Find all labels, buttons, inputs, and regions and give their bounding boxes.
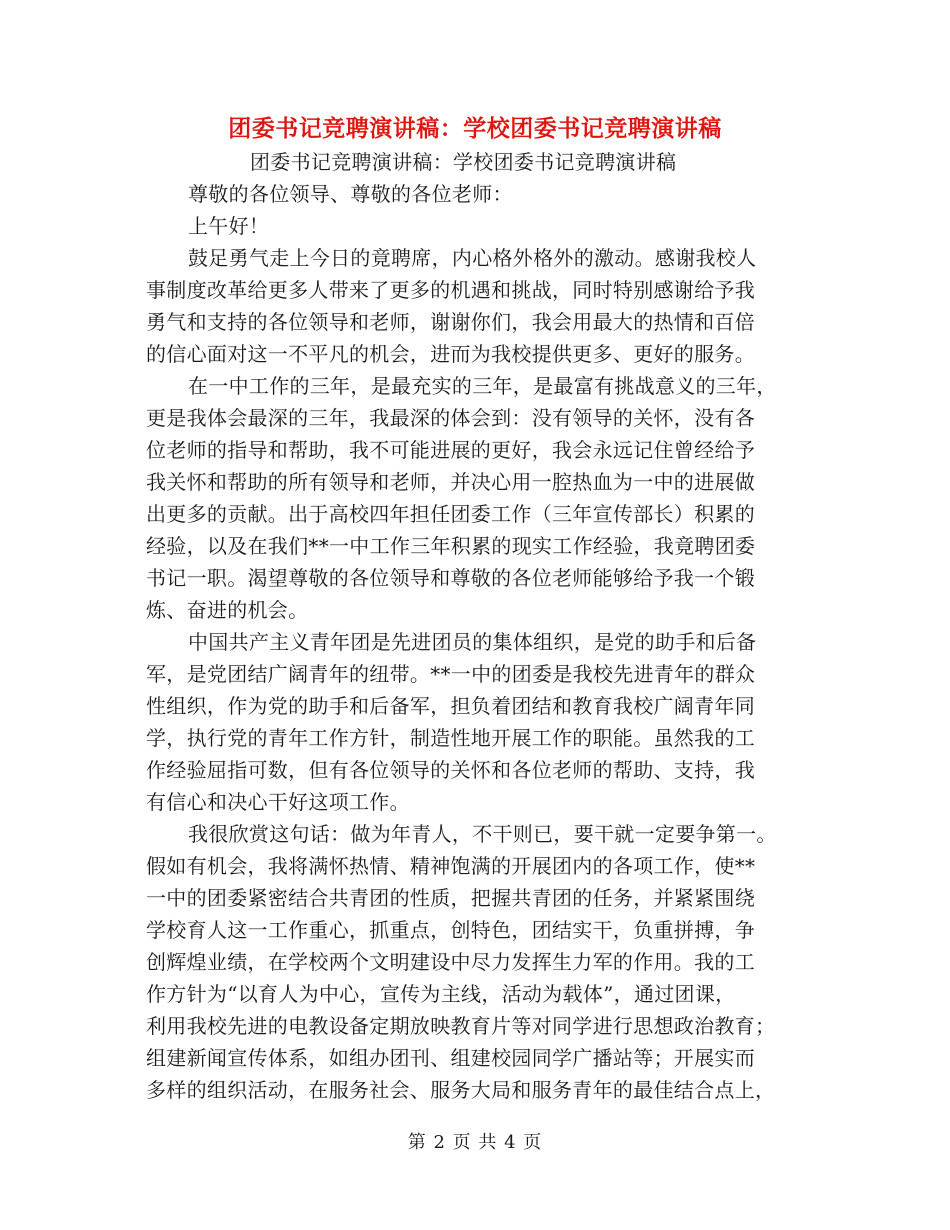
paragraph-line: 学校育人这一工作重心，抓重点，创特色，团结实干，负重拼搏，争: [146, 918, 755, 942]
document-title: 团委书记竞聘演讲稿：学校团委书记竞聘演讲稿: [228, 115, 722, 142]
paragraph-line: 一中的团委紧密结合共青团的性质，把握共青团的任务，并紧紧围绕: [146, 886, 755, 910]
paragraph-line: 利用我校先进的电教设备定期放映教育片等对同学进行思想政治教育；: [146, 1014, 776, 1038]
paragraph: [146, 818, 808, 1106]
paragraph: [146, 370, 808, 626]
page-number: 第 2 页 共 4 页: [407, 1132, 543, 1153]
paragraph: [146, 626, 808, 818]
salutation: 尊敬的各位领导、尊敬的各位老师：: [188, 182, 513, 206]
paragraph-line: 中国共产主义青年团是先进团员的集体组织，是党的助手和后备: [188, 630, 757, 654]
paragraph-line: 军，是党团结广阔青年的纽带。**一中的团委是我校先进青年的群众: [146, 662, 756, 686]
document-body: [146, 146, 808, 1106]
paragraph-line: 勇气和支持的各位领导和老师，谢谢你们，我会用最大的热情和百倍: [146, 310, 755, 334]
paragraph-line: 性组织，作为党的助手和后备军，担负着团结和教育我校广阔青年同: [146, 694, 755, 718]
paragraph-line: 组建新闻宣传体系，如组办团刊、组建校园同学广播站等；开展实而: [146, 1046, 755, 1070]
paragraph-line: 学，执行党的青年工作方针，制造性地开展工作的职能。虽然我的工: [146, 726, 755, 750]
paragraph-line: 创辉煌业绩，在学校两个文明建设中尽力发挥生力军的作用。我的工: [146, 950, 755, 974]
paragraph-line: 位老师的指导和帮助，我不可能进展的更好，我会永远记住曾经给予: [146, 438, 755, 462]
paragraph-line: 多样的组织活动，在服务社会、服务大局和服务青年的最佳结合点上，: [146, 1078, 776, 1102]
paragraph-line: 更是我体会最深的三年，我最深的体会到：没有领导的关怀，没有各: [146, 406, 755, 430]
paragraph-line: 在一中工作的三年，是最充实的三年，是最富有挑战意义的三年，: [188, 374, 777, 398]
paragraph-line: 炼、奋进的机会。: [146, 598, 309, 622]
paragraph-line: 假如有机会，我将满怀热情、精神饱满的开展团内的各项工作，使**: [146, 854, 756, 878]
paragraph-line: 有信心和决心干好这项工作。: [146, 790, 410, 814]
paragraph-line: 作方针为“以育人为中心，宣传为主线，活动为载体”，通过团课，: [146, 982, 736, 1006]
paragraph-line: 书记一职。渴望尊敬的各位领导和尊敬的各位老师能够给予我一个锻: [146, 566, 755, 590]
paragraph-line: 作经验屈指可数，但有各位领导的关怀和各位老师的帮助、支持，我: [146, 758, 755, 782]
paragraph-line: 的信心面对这一不平凡的机会，进而为我校提供更多、更好的服务。: [146, 342, 755, 366]
paragraph-line: 鼓足勇气走上今日的竟聘席，内心格外格外的激动。感谢我校人: [188, 246, 757, 270]
document-subtitle: 团委书记竞聘演讲稿：学校团委书记竞聘演讲稿: [250, 150, 677, 174]
paragraph-line: 事制度改革给更多人带来了更多的机遇和挑战，同时特别感谢给予我: [146, 278, 755, 302]
paragraph: [146, 242, 808, 370]
paragraph-line: 经验，以及在我们**一中工作三年积累的现实工作经验，我竟聘团委: [146, 534, 756, 558]
paragraph-line: 出更多的贡献。出于高校四年担任团委工作（三年宣传部长）积累的: [146, 502, 755, 526]
paragraph-line: 我关怀和帮助的所有领导和老师，并决心用一腔热血为一中的进展做: [146, 470, 755, 494]
greeting: 上午好！: [188, 214, 270, 238]
paragraph-line: 我很欣赏这句话：做为年青人，不干则已，要干就一定要争第一。: [188, 822, 777, 846]
